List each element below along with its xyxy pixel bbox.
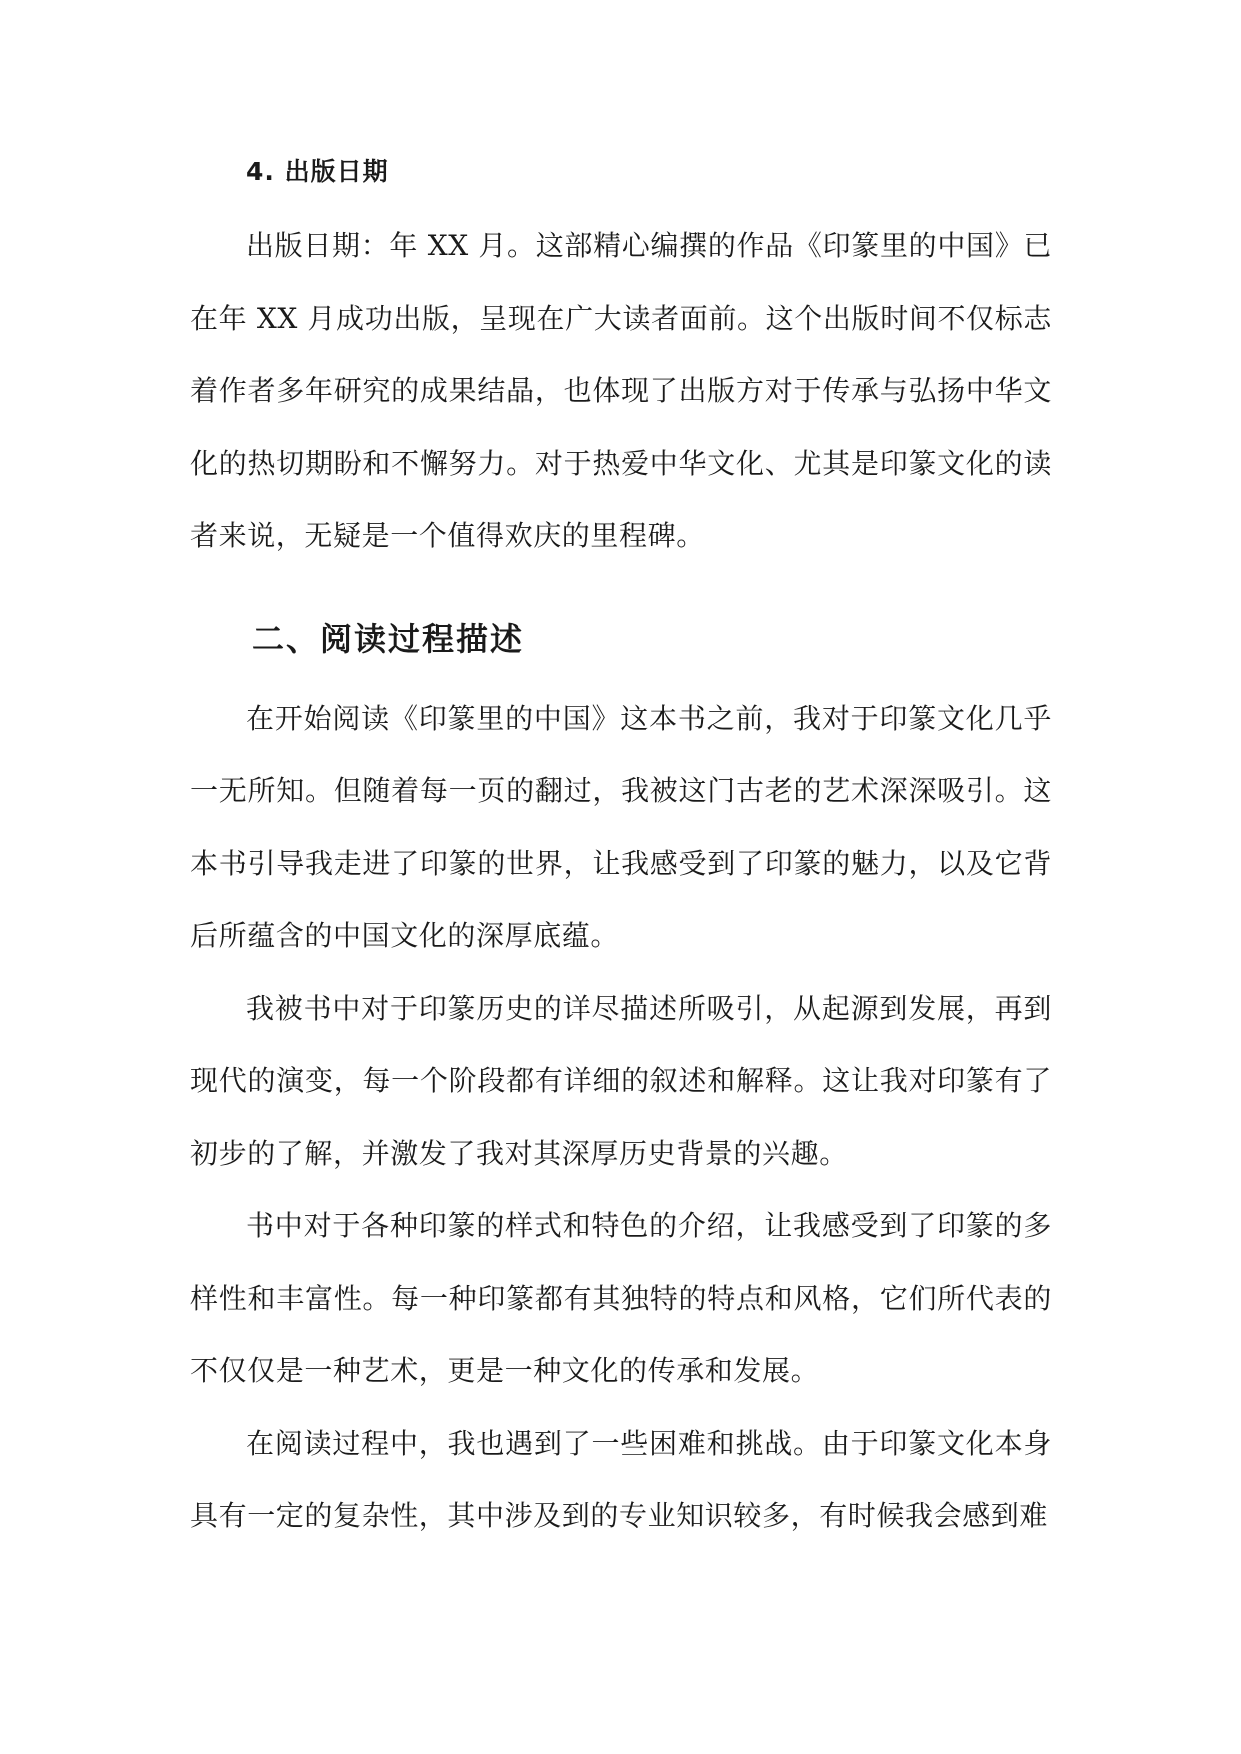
- reading-process-paragraph-3: 书中对于各种印篆的样式和特色的介绍，让我感受到了印篆的多样性和丰富性。每一种印篆都有其独特的特点和风格，它们所代表的不仅仅是一种艺术，更是一种文化的传承和发展。: [190, 1209, 1052, 1387]
- reading-process-paragraph-1: 在开始阅读《印篆里的中国》这本书之前，我对于印篆文化几乎一无所知。但随着每一页的翻过，我被这门古老的艺术深深吸引。这本书引导我走进了印篆的世界，让我感受到了印篆的魅力，以及它背后所蕴含的中国文化的深厚底蕴。: [190, 701, 1052, 952]
- publication-date-heading: 4. 出版日期: [246, 157, 389, 186]
- reading-process-heading: 二、阅读过程描述: [252, 619, 525, 658]
- publication-date-paragraph: 出版日期：年 XX 月。这部精心编撰的作品《印篆里的中国》已在年 XX 月成功出版，呈现在广大读者面前。这个出版时间不仅标志着作者多年研究的成果结晶，也体现了出版方对于传承与弘扬中华文化的热切期盼和不懈努力。对于热爱中华文化、尤其是印篆文化的读者来说，无疑是一个值得欢庆的里程碑。: [190, 229, 1052, 552]
- page-content: [190, 148, 1052, 1553]
- reading-process-paragraph-2: 我被书中对于印篆历史的详尽描述所吸引，从起源到发展，再到现代的演变，每一个阶段都有详细的叙述和解释。这让我对印篆有了初步的了解，并激发了我对其深厚历史背景的兴趣。: [190, 991, 1052, 1170]
- reading-process-paragraph-4: 在阅读过程中，我也遇到了一些困难和挑战。由于印篆文化本身具有一定的复杂性，其中涉及到的专业知识较多，有时候我会感到难: [190, 1426, 1052, 1532]
